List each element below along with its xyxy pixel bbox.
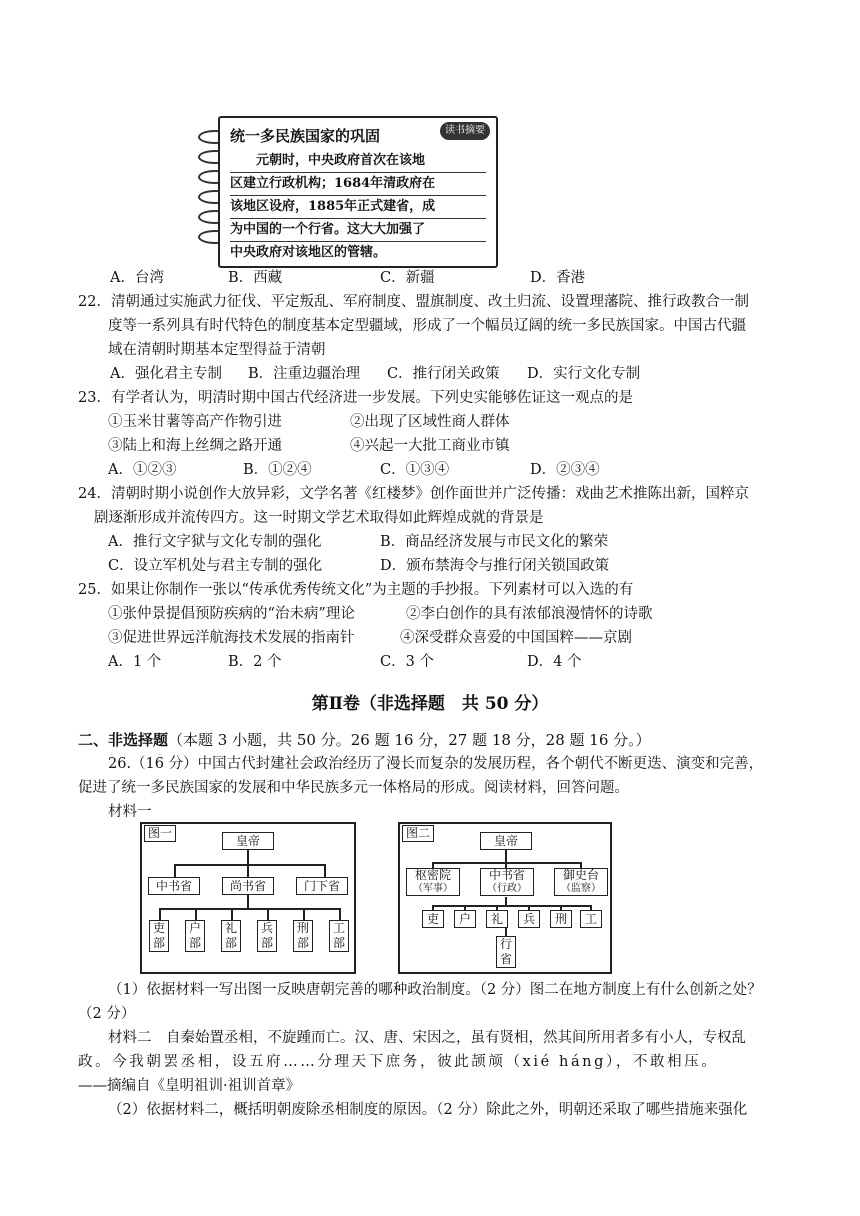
figure-2-label: 图二 (402, 825, 434, 842)
q24-stem: 剧逐渐形成并流传四方。这一时期文学艺术取得如此辉煌成就的背景是 (94, 510, 544, 526)
fig2-ministry: 吏 (422, 910, 444, 928)
q25-stem: 25．如果让你制作一张以“传承优秀传统文化”为主题的手抄报。下列素材可以入选的有 (78, 582, 634, 598)
fig2-dept-censor (554, 868, 608, 896)
note-line: 为中国的一个行省。这大大加强了 (230, 219, 486, 242)
figure-1 (140, 822, 356, 974)
fig2-ministry: 工 (580, 910, 602, 928)
fig2-ministry: 户 (454, 910, 476, 928)
q22-option-d[interactable]: D．实行文化专制 (527, 366, 641, 382)
q22-stem: 度等一系列具有时代特色的制度基本定型疆域，形成了一个幅员辽阔的统一多民族国家。中国古代疆 (108, 318, 746, 334)
fig1-ministry: 礼部 (221, 920, 241, 952)
material2-text: 政。今我朝罢丞相，设五府……分理天下庶务，彼此颉颃（xié háng），不敢相压。 (78, 1054, 719, 1070)
fig1-dept: 尚书省 (222, 877, 274, 895)
fig2-dept-name: 御史台 (562, 868, 599, 882)
q21-option-a[interactable]: A．台湾 (110, 270, 164, 286)
fig2-dept-sub: （行政） (487, 883, 527, 894)
note-line: 中央政府对该地区的管辖。 (230, 245, 387, 260)
q23-option-d[interactable]: D．②③④ (530, 462, 600, 478)
fig2-dept-name: 中书省 (488, 868, 525, 882)
material1-label: 材料一 (108, 804, 152, 820)
note-line: 该地区设府，1885年正式建省，成 (230, 196, 486, 219)
fig1-ministry: 工部 (329, 920, 349, 952)
fig2-dept-military (406, 868, 460, 896)
q24-stem: 24．清朝时期小说创作大放异彩，文学名著《红楼梦》创作面世并广泛传播：戏曲艺术推陈出新，国粹京 (78, 486, 749, 502)
q22-stem: 域在清朝时期基本定型得益于清朝 (108, 342, 326, 358)
q23-item: ④兴起一大批工商业市镇 (350, 438, 510, 454)
fig1-emperor: 皇帝 (222, 832, 274, 850)
q21-option-c[interactable]: C．新疆 (380, 270, 435, 286)
fig2-dept-name: 枢密院 (414, 868, 451, 882)
fig1-dept: 中书省 (148, 877, 200, 895)
fig1-dept: 门下省 (296, 877, 348, 895)
q25-option-a[interactable]: A．1 个 (108, 654, 162, 670)
q23-option-c[interactable]: C．①③④ (380, 462, 450, 478)
q21-option-b[interactable]: B．西藏 (228, 270, 283, 286)
fig2-ministry: 礼 (486, 910, 508, 928)
fig2-ministry: 兵 (518, 910, 540, 928)
fig2-emperor: 皇帝 (480, 832, 532, 850)
q23-option-a[interactable]: A．①②③ (108, 462, 177, 478)
note-line: 区建立行政机构；1684年清政府在 (230, 173, 486, 196)
fig2-dept-sub: （军事） (413, 883, 453, 894)
reading-note-card (218, 116, 498, 268)
q25-item: ②李白创作的具有浓郁浪漫情怀的诗歌 (406, 606, 653, 622)
q24-option-a[interactable]: A．推行文字狱与文化专制的强化 (108, 534, 322, 550)
q26-sub1: （2 分） (78, 1006, 136, 1022)
material2-text: 材料二 自秦始置丞相，不旋踵而亡。汉、唐、宋因之，虽有贤相，然其间所用者多有小人，专权乱 (108, 1030, 746, 1046)
fig2-ministry: 刑 (550, 910, 572, 928)
q26-intro: 26.（16 分）中国古代封建社会政治经历了漫长而复杂的发展历程，各个朝代不断更迭、演变和完善， (108, 756, 764, 772)
q24-option-d[interactable]: D．颁布禁海令与推行闭关锁国政策 (380, 558, 610, 574)
q25-option-c[interactable]: C．3 个 (380, 654, 434, 670)
q22-stem: 22．清朝通过实施武力征伐、平定叛乱、军府制度、盟旗制度、改土归流、设置理藩院、推行政教合一制 (78, 294, 749, 310)
q22-option-a[interactable]: A．强化君主专制 (110, 366, 222, 382)
fig1-ministry: 刑部 (293, 920, 313, 952)
q25-option-b[interactable]: B．2 个 (228, 654, 282, 670)
fig2-dept-admin (480, 868, 534, 896)
q26-sub1: （1）依据材料一写出图一反映唐朝完善的哪种政治制度。（2 分）图二在地方制度上有什么创新之处？ (108, 982, 762, 998)
q21-option-d[interactable]: D．香港 (530, 270, 586, 286)
fig2-local-province: 行省 (496, 936, 516, 968)
q25-item: ①张仲景提倡预防疾病的“治未病”理论 (108, 606, 355, 622)
fig1-ministry: 兵部 (257, 920, 277, 952)
section2-heading: 第Ⅱ卷（非选择题 共 50 分） (311, 694, 549, 714)
figure-1-label: 图一 (144, 825, 176, 842)
fig1-ministry: 户部 (185, 920, 205, 952)
q23-item: ①玉米甘薯等高产作物引进 (108, 414, 282, 430)
note-line: 元朝时，中央政府首次在该地 (230, 150, 486, 173)
q24-option-b[interactable]: B．商品经济发展与市民文化的繁荣 (380, 534, 609, 550)
q24-option-c[interactable]: C．设立军机处与君主专制的强化 (108, 558, 323, 574)
part-title: 二、非选择题 (78, 731, 169, 749)
material2-source: ——摘编自《皇明祖训·祖训首章》 (78, 1078, 301, 1094)
note-title: 统一多民族国家的巩固 (230, 127, 381, 145)
note-tag: 读书摘要 (440, 122, 490, 140)
q26-intro: 促进了统一多民族国家的发展和中华民族多元一体格局的形成。阅读材料，回答问题。 (78, 780, 629, 796)
fig2-dept-sub: （监察） (561, 883, 601, 894)
q25-option-d[interactable]: D．4 个 (527, 654, 582, 670)
q25-item: ③促进世界远洋航海技术发展的指南针 (108, 630, 355, 646)
q22-option-b[interactable]: B．注重边疆治理 (248, 366, 361, 382)
q25-item: ④深受群众喜爱的中国国粹——京剧 (400, 630, 632, 646)
q22-option-c[interactable]: C．推行闭关政策 (387, 366, 500, 382)
figure-2 (398, 822, 612, 974)
q23-item: ③陆上和海上丝绸之路开通 (108, 438, 282, 454)
fig1-ministry: 吏部 (149, 920, 169, 952)
q23-item: ②出现了区域性商人群体 (350, 414, 510, 430)
part-note: （本题 3 小题，共 50 分。26 题 16 分，27 题 18 分，28 题 16 分。） (168, 731, 651, 749)
q23-stem: 23．有学者认为，明清时期中国古代经济进一步发展。下列史实能够佐证这一观点的是 (78, 390, 633, 406)
q26-sub2: （2）依据材料二，概括明朝废除丞相制度的原因。（2 分）除此之外，明朝还采取了哪些措施来强化 (108, 1102, 748, 1118)
q23-option-b[interactable]: B．①②④ (243, 462, 312, 478)
